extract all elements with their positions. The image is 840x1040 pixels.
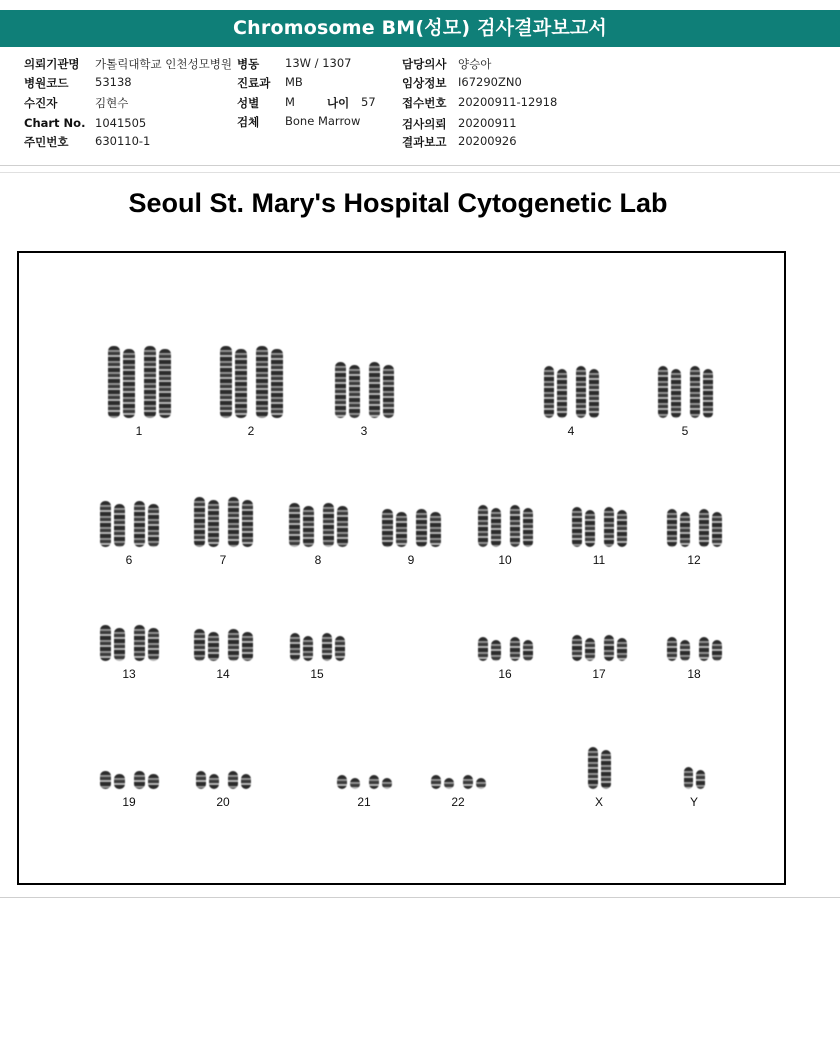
chromosome-number-label: 4 (567, 424, 575, 438)
chromosome-number-label: 8 (314, 553, 322, 567)
chromatid (712, 640, 722, 661)
chromatid (134, 771, 145, 789)
chromatid (383, 365, 394, 418)
chromatid (290, 633, 300, 661)
chromatid (323, 503, 334, 547)
chromosome-number-label: X (594, 795, 603, 809)
chromatid (478, 505, 488, 547)
chromosome-20 (196, 771, 251, 809)
chromosome-7 (194, 497, 253, 567)
chromatid (510, 637, 520, 661)
chromatid (271, 349, 283, 418)
rrn-value: 630110-1 (95, 134, 151, 148)
chromosome-number-label: 3 (360, 424, 368, 438)
chromosome-5 (658, 366, 713, 438)
chromosome-number-label: 21 (357, 795, 371, 809)
chromatid (337, 775, 347, 789)
chart-no-value: 1041505 (95, 116, 147, 130)
chromatid (322, 633, 332, 661)
patient-value: 김현수 (95, 96, 129, 110)
chromatid (349, 365, 360, 418)
chromosome-y (684, 767, 705, 809)
chromatid (712, 512, 722, 547)
chromosome-2 (220, 346, 283, 438)
chromatid (289, 503, 300, 547)
chromatid (382, 509, 393, 547)
chromatid (416, 509, 427, 547)
chromosome-3 (335, 362, 394, 438)
chromatid (100, 625, 111, 661)
chromatid (491, 508, 501, 547)
chromatid (228, 629, 239, 661)
chromatid (335, 636, 345, 661)
chromosome-11 (572, 507, 627, 567)
ward-value: 13W / 1307 (285, 56, 352, 70)
chromosome-number-label: 13 (122, 667, 136, 681)
chromatid (476, 778, 486, 789)
chromosome-22 (431, 775, 486, 809)
hospital-code-label: 병원코드 (24, 76, 69, 90)
sex-value: M (285, 95, 295, 109)
chromatid (134, 501, 145, 547)
chromosome-number-label: Y (689, 795, 698, 809)
chromatid (208, 500, 219, 547)
chromatid (588, 747, 598, 789)
chromatid (303, 506, 314, 547)
chromatid (604, 635, 614, 661)
chromosome-number-label: 7 (219, 553, 227, 567)
chromatid (148, 774, 159, 789)
chromatid (241, 774, 251, 789)
chromatid (134, 625, 145, 661)
chromatid (144, 346, 156, 418)
receipt-label: 접수번호 (402, 96, 447, 110)
chromatid (235, 349, 247, 418)
chromosome-number-label: 9 (407, 553, 415, 567)
report-label: 결과보고 (402, 135, 447, 149)
chromatid (194, 497, 205, 547)
chromosome-number-label: 14 (216, 667, 230, 681)
chromosome-8 (289, 503, 348, 567)
chromatid (601, 750, 611, 789)
chromatid (523, 508, 533, 547)
age-label: 나이 (327, 96, 350, 110)
chromosome-number-label: 20 (216, 795, 230, 809)
chromatid (523, 640, 533, 661)
chromatid (369, 775, 379, 789)
karyotype-image-frame (17, 251, 786, 885)
patient-label: 수진자 (24, 96, 58, 110)
specimen-label: 검체 (237, 115, 260, 129)
chromatid (576, 366, 586, 418)
chromatid (100, 771, 111, 789)
chromatid (617, 638, 627, 661)
chromosome-x (588, 747, 611, 809)
chromosome-number-label: 16 (498, 667, 512, 681)
clinical-label: 임상정보 (402, 76, 447, 90)
request-label: 검사의뢰 (402, 117, 447, 131)
chromosome-number-label: 1 (135, 424, 143, 438)
chromatid (589, 369, 599, 418)
chromosome-1 (108, 346, 171, 438)
chromatid (196, 771, 206, 789)
chromatid (690, 366, 700, 418)
chromosome-number-label: 19 (122, 795, 136, 809)
chromatid (684, 767, 693, 789)
institution-label: 의뢰기관명 (24, 57, 80, 71)
chromatid (585, 638, 595, 661)
chromatid (337, 506, 348, 547)
chromatid (667, 637, 677, 661)
chromatid (209, 774, 219, 789)
chromosome-12 (667, 509, 722, 567)
chromosome-number-label: 5 (681, 424, 689, 438)
bottom-divider (0, 897, 840, 898)
chromosome-21 (337, 775, 392, 809)
chromosome-13 (100, 625, 159, 681)
chromatid (544, 366, 554, 418)
chromatid (557, 369, 567, 418)
chromosome-number-label: 18 (687, 667, 701, 681)
chromatid (671, 369, 681, 418)
chromatid (680, 640, 690, 661)
chromatid (617, 510, 627, 547)
chromosome-number-label: 6 (125, 553, 133, 567)
chromatid (256, 346, 268, 418)
hospital-code-value: 53138 (95, 75, 132, 89)
chromatid (108, 346, 120, 418)
chromatid (667, 509, 677, 547)
lab-title: Seoul St. Mary's Hospital Cytogenetic Lab (128, 188, 668, 218)
chromatid (208, 632, 219, 661)
chromatid (585, 510, 595, 547)
chromosome-number-label: 12 (687, 553, 701, 567)
chromatid (114, 628, 125, 661)
chromatid (148, 628, 159, 661)
chromosome-9 (382, 509, 441, 567)
chromosome-14 (194, 629, 253, 681)
ward-label: 병동 (237, 57, 260, 71)
chromatid (491, 640, 501, 661)
chromatid (100, 501, 111, 547)
chromatid (220, 346, 232, 418)
chromatid (396, 512, 407, 547)
dept-value: MB (285, 75, 303, 89)
chromatid (510, 505, 520, 547)
clinical-value: I67290ZN0 (458, 75, 522, 89)
specimen-value: Bone Marrow (285, 114, 361, 128)
rrn-label: 주민번호 (24, 135, 69, 149)
report-value: 20200926 (458, 134, 517, 148)
doctor-label: 담당의사 (402, 57, 447, 71)
chromosome-number-label: 11 (592, 553, 606, 567)
chromatid (114, 504, 125, 547)
chromatid (658, 366, 668, 418)
report-title: Chromosome BM(성모) 검사결과보고서 (0, 10, 840, 47)
chromosome-number-label: 15 (310, 667, 324, 681)
chromatid (478, 637, 488, 661)
chromatid (148, 504, 159, 547)
chromatid (696, 770, 705, 789)
chromosome-18 (667, 637, 722, 681)
chromatid (369, 362, 380, 418)
chromatid (242, 500, 253, 547)
chromosome-number-label: 22 (451, 795, 465, 809)
request-value: 20200911 (458, 116, 517, 130)
chromosome-number-label: 2 (247, 424, 255, 438)
chromatid (335, 362, 346, 418)
chromatid (444, 778, 454, 789)
chromatid (242, 632, 253, 661)
chromosome-16 (478, 637, 533, 681)
chromatid (382, 778, 392, 789)
chromatid (699, 509, 709, 547)
chromosome-19 (100, 771, 159, 809)
chart-no-label: Chart No. (24, 116, 86, 130)
chromatid (680, 512, 690, 547)
chromosome-4 (544, 366, 599, 438)
receipt-value: 20200911-12918 (458, 95, 558, 109)
sex-label: 성별 (237, 96, 260, 110)
chromosome-15 (290, 633, 345, 681)
chromatid (194, 629, 205, 661)
chromosome-6 (100, 501, 159, 567)
age-value: 57 (361, 95, 376, 109)
chromosome-number-label: 10 (498, 553, 512, 567)
chromatid (114, 774, 125, 789)
chromatid (350, 778, 360, 789)
chromatid (228, 771, 238, 789)
institution-value: 가톨릭대학교 인천성모병원 (95, 57, 232, 71)
chromatid (431, 775, 441, 789)
chromatid (463, 775, 473, 789)
chromosome-number-label: 17 (592, 667, 606, 681)
dept-label: 진료과 (237, 76, 271, 90)
chromatid (572, 507, 582, 547)
chromatid (123, 349, 135, 418)
chromosome-17 (572, 635, 627, 681)
chromatid (430, 512, 441, 547)
patient-info-panel (0, 47, 840, 166)
chromosome-10 (478, 505, 533, 567)
chromatid (159, 349, 171, 418)
chromatid (572, 635, 582, 661)
chromatid (228, 497, 239, 547)
chromatid (703, 369, 713, 418)
doctor-value: 양승아 (458, 57, 492, 71)
chromatid (303, 636, 313, 661)
chromatid (699, 637, 709, 661)
chromatid (604, 507, 614, 547)
